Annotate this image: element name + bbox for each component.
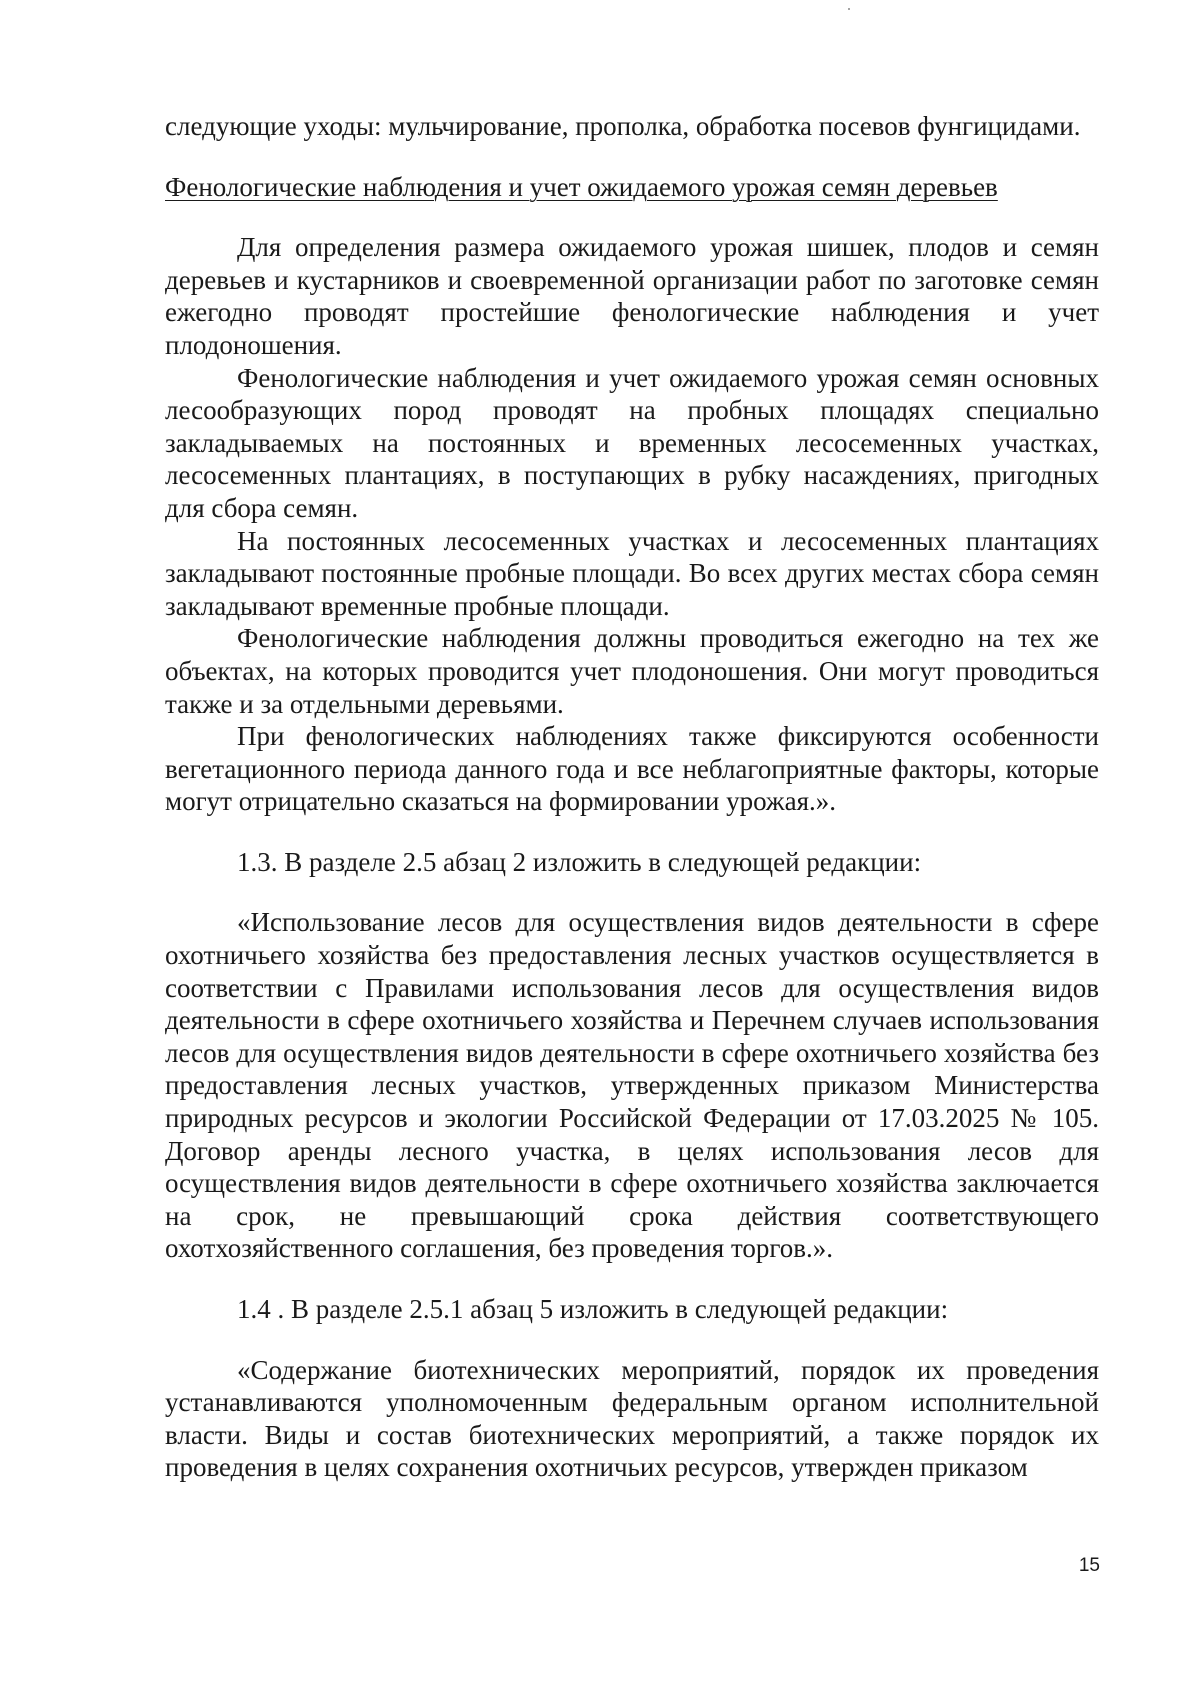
paragraph-care-methods: следующие уходы: мульчирование, прополка, обработка посевов фунгицидами.: [165, 111, 1081, 141]
page-number: 15: [1078, 1555, 1100, 1576]
paragraph-yield-purpose: Для определения размера ожидаемого урожая шишек, плодов и семян деревьев и кустарников и своевременной организации работ по заготовке семян ежегодно проводят простейшие фенологические наблюдения и учет плодоношения.: [165, 232, 1099, 360]
paragraph-permanent-plots: На постоянных лесосеменных участках и лесосеменных плантациях закладывают постоянные пробные площади. Во всех других местах сбора семян закладывают временные пробные площади.: [165, 525, 1099, 621]
section-heading-phenology: Фенологические наблюдения и учет ожидаемого урожая семян деревьев: [165, 171, 998, 202]
scan-artifact: [848, 8, 850, 10]
paragraph-hunting-forest-use: «Использование лесов для осуществления видов деятельности в сфере охотничьего хозяйства без предоставления лесных участков осуществляется в соответствии с Правилами использования лесов для осуществления видов деятельности в сфере охотничьего хозяйства и Перечнем случаев использования лесов для осуществления видов деятельности в сфере охотничьего хозяйства без предоставления лесных участков, утвержденных приказом Министерства природных ресурсов и экологии Российской Федерации от 17.03.2025 № 105. Договор аренды лесного участка, в целях использования лесов для осуществления видов деятельности в сфере охотничьего хозяйства заключается на срок, не превышающий срока действия соответствующего охотхозяйственного соглашения, без проведения торгов.».: [165, 907, 1099, 1264]
paragraph-annual-observations: Фенологические наблюдения должны проводиться ежегодно на тех же объектах, на которых проводится учет плодоношения. Они могут проводиться также и за отдельными деревьями.: [165, 623, 1099, 719]
amendment-1-3-heading: 1.3. В разделе 2.5 абзац 2 изложить в следующей редакции:: [237, 846, 922, 877]
paragraph-biotechnical-measures: «Содержание биотехнических мероприятий, порядок их проведения устанавливаются уполномоченным федеральным органом исполнительной власти. Виды и состав биотехнических мероприятий, а также порядок их проведения в целях сохранения охотничьих ресурсов, утвержден приказом: [165, 1354, 1099, 1483]
document-body: [165, 110, 1099, 1484]
paragraph-vegetation-factors: При фенологических наблюдениях также фиксируются особенности вегетационного периода данного года и все неблагоприятные факторы, которые могут отрицательно сказаться на формировании урожая.».: [165, 721, 1099, 817]
amendment-1-4-heading: 1.4 . В разделе 2.5.1 абзац 5 изложить в следующей редакции:: [237, 1294, 949, 1324]
paragraph-sample-plots: Фенологические наблюдения и учет ожидаемого урожая семян основных лесообразующих пород проводят на пробных площадях специально закладываемых на постоянных и временных лесосеменных участках, лесосеменных плантациях, в поступающих в рубку насаждениях, пригодных для сбора семян.: [165, 362, 1099, 523]
